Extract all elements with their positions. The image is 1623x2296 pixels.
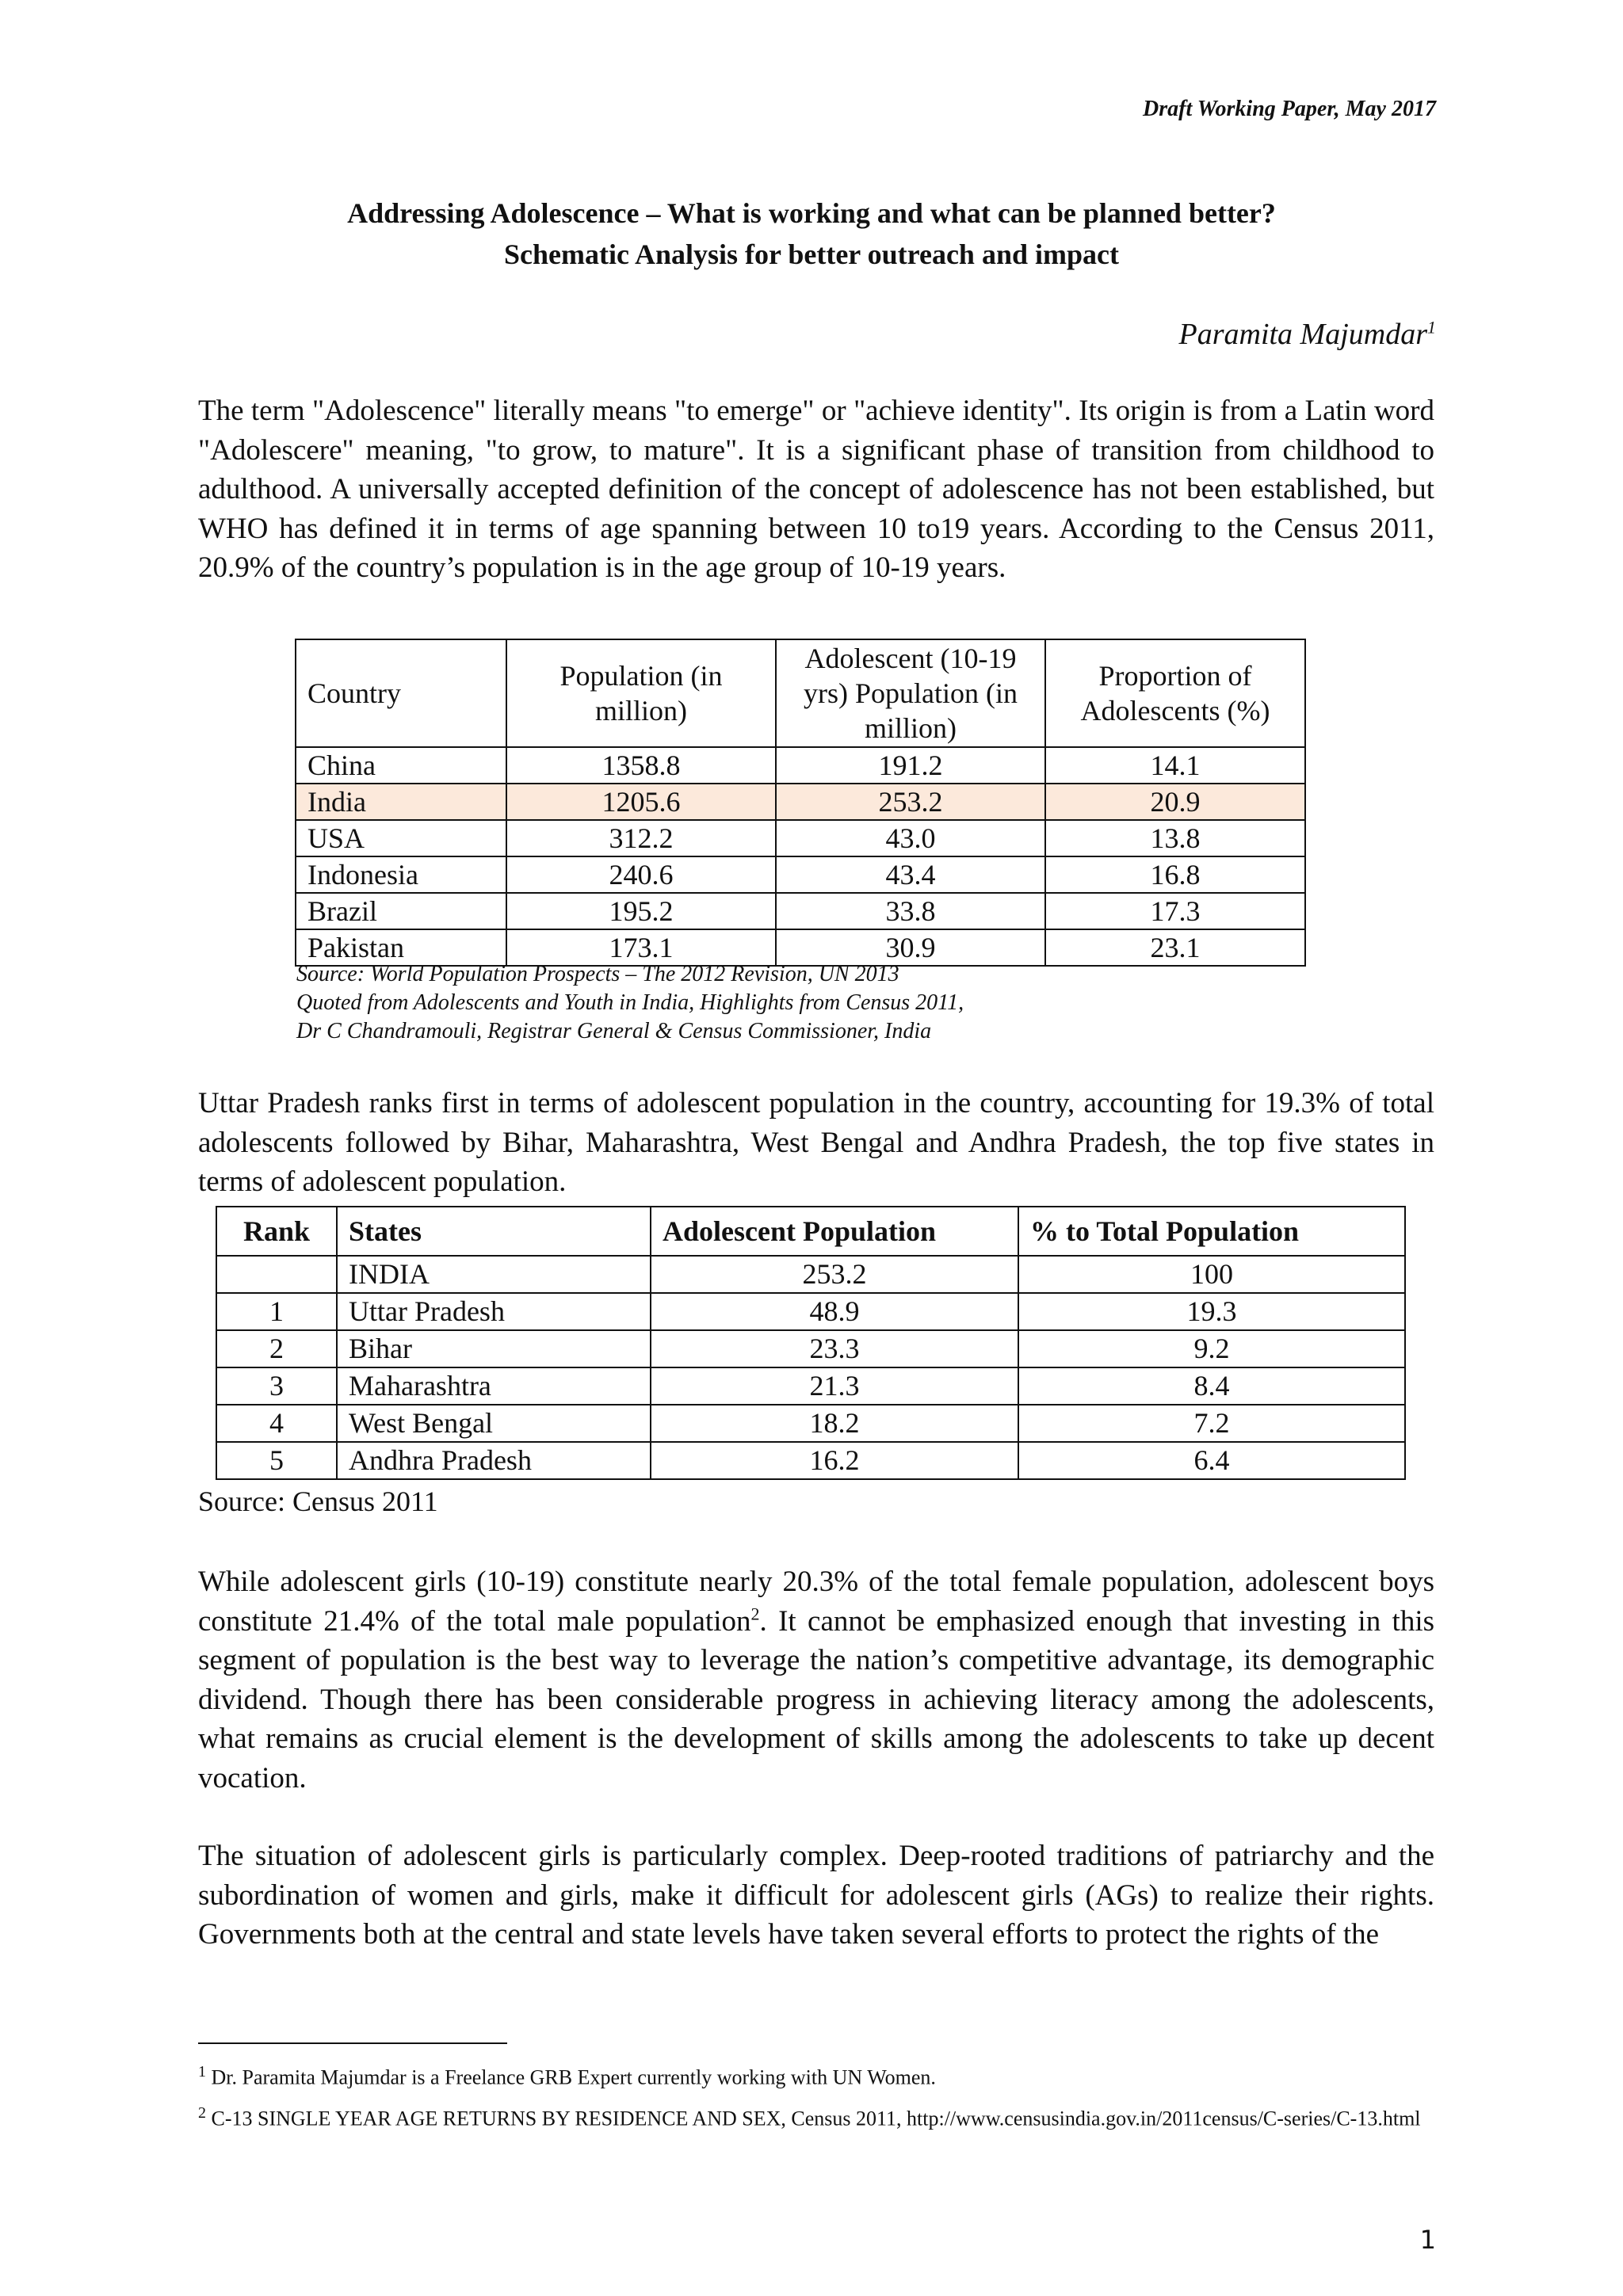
cell-population: 240.6: [506, 856, 776, 893]
title-line-2: Schematic Analysis for better outreach and impact: [504, 238, 1119, 270]
cell-country: China: [296, 747, 506, 784]
header-note: Draft Working Paper, May 2017: [1143, 97, 1436, 121]
cell-proportion: 17.3: [1045, 893, 1305, 929]
cell-proportion: 20.9: [1045, 784, 1305, 820]
footnote-1-mark: 1: [198, 2063, 206, 2081]
footnote-2: [198, 2098, 1434, 2134]
cell-rank: 1: [216, 1293, 337, 1330]
table-row-highlighted: [296, 784, 1305, 820]
cell-adolescent: 191.2: [776, 747, 1045, 784]
table1-source-line-1: Source: World Population Prospects – The 2012 Revision, UN 2013: [296, 962, 899, 986]
cell-country: Pakistan: [296, 929, 506, 966]
table-header-row: [216, 1207, 1405, 1256]
cell-adolescent: 253.2: [651, 1256, 1018, 1293]
cell-country: USA: [296, 820, 506, 856]
author: [1179, 317, 1437, 352]
table-row: [296, 929, 1305, 966]
footnote-1: [198, 2057, 1434, 2093]
cell-country: Indonesia: [296, 856, 506, 893]
header-population: Population (in million): [506, 639, 776, 747]
table-row: [216, 1442, 1405, 1479]
footnote-2-text: C-13 SINGLE YEAR AGE RETURNS BY RESIDENCE AND SEX, Census 2011, http://www.censusindia.gov.in/2011census/C-series/C-13.html: [211, 2107, 1421, 2130]
cell-percent: 9.2: [1018, 1330, 1405, 1367]
table-row: [216, 1293, 1405, 1330]
cell-rank: 3: [216, 1367, 337, 1405]
table1-source-line-2: Quoted from Adolescents and Youth in India, Highlights from Census 2011,: [296, 990, 964, 1015]
table-row: [216, 1256, 1405, 1293]
cell-country: India: [296, 784, 506, 820]
table-row: [216, 1405, 1405, 1442]
table-row: [296, 893, 1305, 929]
header-states: States: [337, 1207, 651, 1256]
table2-source: Source: Census 2011: [198, 1486, 438, 1517]
state-adolescent-table: [216, 1206, 1406, 1480]
cell-percent: 6.4: [1018, 1442, 1405, 1479]
cell-percent: 19.3: [1018, 1293, 1405, 1330]
cell-proportion: 23.1: [1045, 929, 1305, 966]
cell-adolescent: 16.2: [651, 1442, 1018, 1479]
cell-percent: 8.4: [1018, 1367, 1405, 1405]
header-adolescent-population: Adolescent Population: [651, 1207, 1018, 1256]
paragraph-gender-split-part1: While adolescent girls (10-19) constitute nearly 20.3% of the total female population, adolescent boys constitute 21.4% of the total male population: [198, 1566, 1434, 1638]
cell-population: 1205.6: [506, 784, 776, 820]
cell-population: 1358.8: [506, 747, 776, 784]
header-percent-total: % to Total Population: [1018, 1207, 1405, 1256]
cell-state: Bihar: [337, 1330, 651, 1367]
cell-population: 195.2: [506, 893, 776, 929]
footnote-2-mark: 2: [198, 2104, 206, 2122]
cell-country: Brazil: [296, 893, 506, 929]
cell-adolescent: 30.9: [776, 929, 1045, 966]
cell-rank: 5: [216, 1442, 337, 1479]
table-row: [296, 820, 1305, 856]
cell-state: INDIA: [337, 1256, 651, 1293]
table-row: [296, 856, 1305, 893]
cell-percent: 7.2: [1018, 1405, 1405, 1442]
cell-population: 173.1: [506, 929, 776, 966]
footnote-ref-2: 2: [750, 1604, 760, 1624]
page-number: 1: [1419, 2225, 1436, 2255]
cell-state: Andhra Pradesh: [337, 1442, 651, 1479]
cell-adolescent: 33.8: [776, 893, 1045, 929]
table-row: [216, 1367, 1405, 1405]
cell-adolescent: 18.2: [651, 1405, 1018, 1442]
table-row: [296, 747, 1305, 784]
cell-rank: 4: [216, 1405, 337, 1442]
paragraph-adolescent-girls: The situation of adolescent girls is particularly complex. Deep-rooted traditions of patriarchy and the subordination of women and girls, make it difficult for adolescent girls (AGs) to realize their rights. Governments both at the central and state levels have taken several efforts to protect the rights of the: [198, 1840, 1434, 1951]
footnote-1-text: Dr. Paramita Majumdar is a Freelance GRB Expert currently working with UN Women.: [211, 2065, 936, 2089]
paragraph-gender-split: [198, 1562, 1434, 1798]
author-footnote-mark: 1: [1427, 317, 1436, 338]
cell-rank: [216, 1256, 337, 1293]
header-rank: Rank: [216, 1207, 337, 1256]
header-adolescent-population: Adolescent (10-19 yrs) Population (in million): [776, 639, 1045, 747]
paragraph-states: Uttar Pradesh ranks first in terms of adolescent population in the country, accounting for 19.3% of total adolescents followed by Bihar, Maharashtra, West Bengal and Andhra Pradesh, the top five states in terms of adolescent population.: [198, 1087, 1434, 1198]
country-population-table: [295, 639, 1306, 967]
footnote-separator: [198, 2042, 507, 2044]
header-proportion: Proportion of Adolescents (%): [1045, 639, 1305, 747]
cell-adolescent: 23.3: [651, 1330, 1018, 1367]
cell-adolescent: 43.4: [776, 856, 1045, 893]
cell-adolescent: 43.0: [776, 820, 1045, 856]
cell-state: West Bengal: [337, 1405, 651, 1442]
cell-adolescent: 21.3: [651, 1367, 1018, 1405]
table-header-row: [296, 639, 1305, 747]
cell-percent: 100: [1018, 1256, 1405, 1293]
table-row: [216, 1330, 1405, 1367]
cell-proportion: 14.1: [1045, 747, 1305, 784]
cell-proportion: 13.8: [1045, 820, 1305, 856]
cell-population: 312.2: [506, 820, 776, 856]
cell-adolescent: 48.9: [651, 1293, 1018, 1330]
author-name: Paramita Majumdar: [1178, 318, 1427, 351]
paragraph-intro: The term "Adolescence" literally means "to emerge" or "achieve identity". Its origin is from a Latin word "Adolescere" meaning, "to grow, to mature". It is a significant phase of transition from childhood to adulthood. A universally accepted definition of the concept of adolescence has not been established, but WHO has defined it in terms of age spanning between 10 to19 years. According to the Census 2011, 20.9% of the country’s population is in the age group of 10-19 years.: [198, 395, 1434, 584]
table1-source-line-3: Dr C Chandramouli, Registrar General & Census Commissioner, India: [296, 1019, 932, 1043]
header-country: Country: [296, 639, 506, 747]
paragraph-gender-split-part2: . It cannot be emphasized enough that investing in this segment of population is the best way to leverage the nation’s competitive advantage, its demographic dividend. Though there has been considerable progress in achieving literacy among the adolescents, what remains as crucial element is the development of skills among the adolescents to take up decent vocation.: [198, 1604, 1434, 1794]
cell-state: Uttar Pradesh: [337, 1293, 651, 1330]
cell-proportion: 16.8: [1045, 856, 1305, 893]
title-line-1: Addressing Adolescence – What is working and what can be planned better?: [347, 197, 1276, 229]
cell-state: Maharashtra: [337, 1367, 651, 1405]
cell-rank: 2: [216, 1330, 337, 1367]
cell-adolescent: 253.2: [776, 784, 1045, 820]
